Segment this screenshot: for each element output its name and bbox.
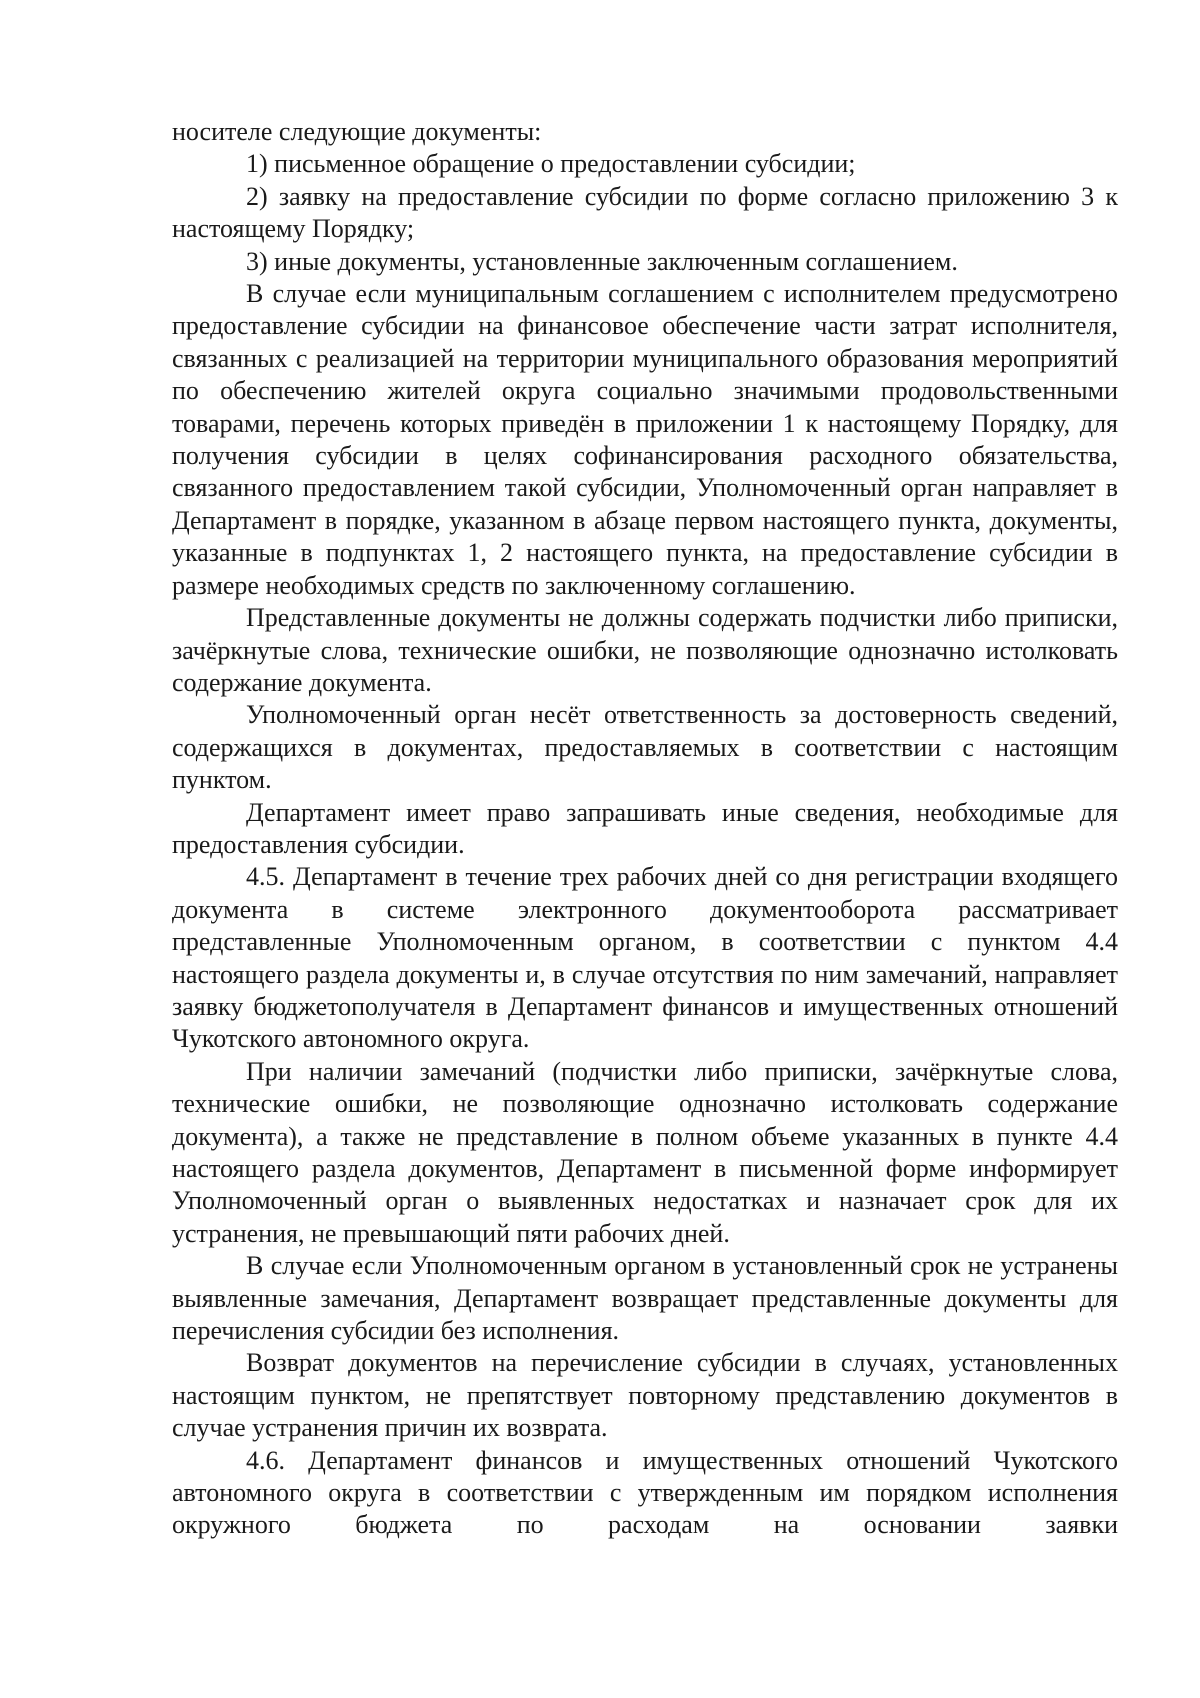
paragraph-return-documents: В случае если Уполномоченным органом в установленный срок не устранены выявленные замечания, Департамент возвращает представленные документы для перечисления субсидии без исполнения. <box>172 1251 1118 1346</box>
list-item-written-request: 1) письменное обращение о предоставлении субсидии; <box>246 149 856 179</box>
paragraph-request-info: Департамент имеет право запрашивать иные сведения, необходимые для предоставления субсидии. <box>172 797 1118 859</box>
paragraph-document-requirements: Представленные документы не должны содержать подчистки либо приписки, зачёркнутые слова, технические ошибки, не позволяющие однозначно истолковать содержание документа. <box>172 603 1118 697</box>
paragraph-documents-intro: носителе следующие документы: <box>172 117 542 146</box>
paragraph-section-4-5: 4.5. Департамент в течение трех рабочих дней со дня регистрации входящего документа в системе электронного документооборота рассматривает представленные Уполномоченным органом, в соответствии с пунктом 4.4 настоящего раздела документы и, в случае отсутствия по ним замечаний, направляет заявку бюджетополучателя в Департамент финансов и имущественных отношений Чукотского автономного округа. <box>172 862 1118 1054</box>
paragraph-responsibility: Уполномоченный орган несёт ответственность за достоверность сведений, содержащихся в документах, предоставляемых в соответствии с настоящим пунктом. <box>172 700 1118 795</box>
paragraph-resubmission: Возврат документов на перечисление субсидии в случаях, установленных настоящим пунктом, не препятствует повторному представлению документов в случае устранения причин их возврата. <box>172 1348 1118 1443</box>
document-page <box>172 116 1118 1542</box>
paragraph-municipal-agreement: В случае если муниципальным соглашением с исполнителем предусмотрено предоставление субсидии на финансовое обеспечение части затрат исполнителя, связанных с реализацией на территории муниципального образования мероприятий по обеспечению жителей округа социально значимыми продовольственными товарами, перечень которых приведён в приложении 1 к настоящему Порядку, для получения субсидии в целях софинансирования расходного обязательства, связанного предоставлением такой субсидии, Уполномоченный орган направляет в Департамент в порядке, указанном в абзаце первом настоящего пункта, документы, указанные в подпунктах 1, 2 настоящего пункта, на предоставление субсидии в размере необходимых средств по заключенному соглашению. <box>172 279 1118 600</box>
list-item-application: 2) заявку на предоставление субсидии по форме согласно приложению 3 к настоящему Порядку; <box>172 181 1118 244</box>
paragraph-remarks: При наличии замечаний (подчистки либо приписки, зачёркнутые слова, технические ошибки, не позволяющие однозначно истолковать содержание документа), а также не представление в полном объеме указанных в пункте 4.4 настоящего раздела документов, Департамент в письменной форме информирует Уполномоченный орган о выявленных недостатках и назначает срок для их устранения, не превышающий пяти рабочих дней. <box>172 1056 1118 1248</box>
paragraph-section-4-6: 4.6. Департамент финансов и имущественных отношений Чукотского автономного округа в соответствии с утвержденным им порядком исполнения окружного бюджета по расходам на основании заявки <box>172 1445 1118 1540</box>
list-item-other-documents: 3) иные документы, установленные заключенным соглашением. <box>246 246 958 276</box>
